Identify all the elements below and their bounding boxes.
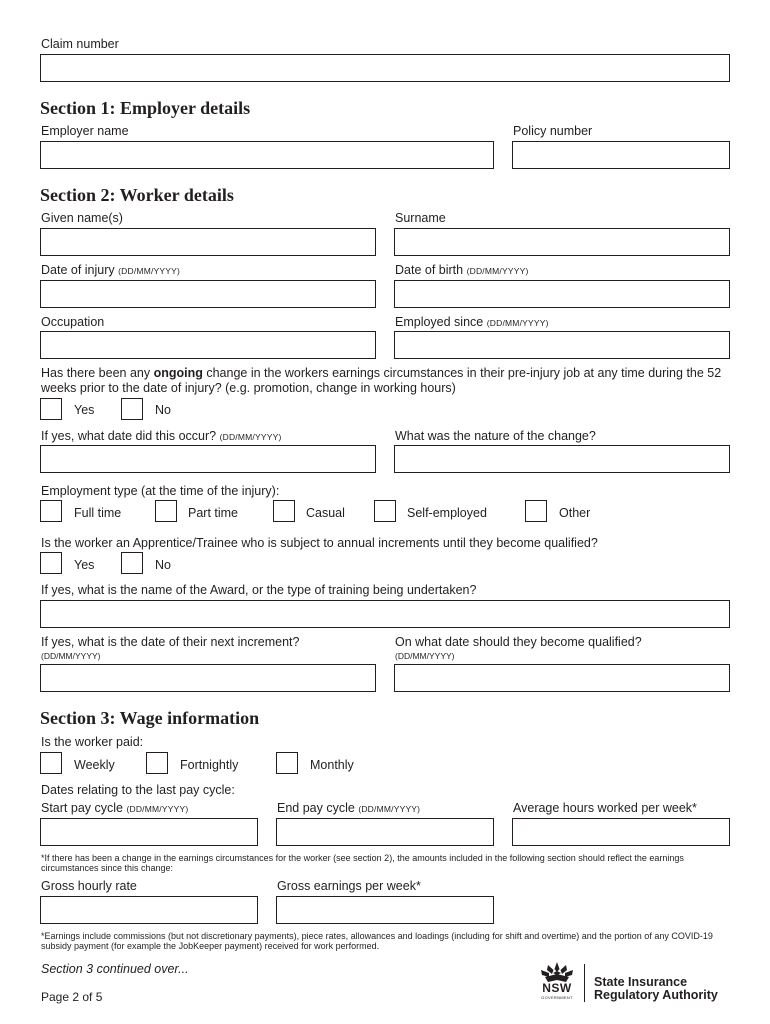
monthly-checkbox[interactable] (276, 752, 298, 774)
date-format-hint: (DD/MM/YYYY) (41, 651, 101, 661)
page-number: Page 2 of 5 (41, 990, 103, 1004)
self-employed-checkbox[interactable] (374, 500, 396, 522)
weekly-checkbox[interactable] (40, 752, 62, 774)
change-yes-checkbox[interactable] (40, 398, 62, 420)
date-of-birth-label: Date of birth (DD/MM/YYYY) (395, 263, 529, 277)
end-pay-cycle-label: End pay cycle (DD/MM/YYYY) (277, 801, 421, 815)
section-1-title: Section 1: Employer details (40, 98, 251, 118)
full-time-label: Full time (74, 506, 122, 520)
gross-weekly-label: Gross earnings per week* (277, 879, 421, 893)
nsw-logo-text: NSW (542, 981, 572, 995)
apprentice-question: Is the worker an Apprentice/Trainee who is subject to annual increments until they become qualified? (41, 536, 598, 550)
logo-divider (584, 964, 585, 1002)
date-of-injury-input[interactable] (40, 280, 376, 308)
monthly-label: Monthly (310, 758, 354, 772)
pay-cycle-dates-label: Dates relating to the last pay cycle: (41, 783, 235, 797)
occupation-input[interactable] (40, 331, 376, 359)
apprentice-no-label: No (155, 558, 171, 572)
section-2-title: Section 2: Worker details (40, 185, 234, 205)
next-increment-input[interactable] (40, 664, 376, 692)
date-format-hint: (DD/MM/YYYY) (126, 804, 189, 814)
award-input[interactable] (40, 600, 730, 628)
gross-hourly-input[interactable] (40, 896, 258, 924)
earnings-change-question: Has there been any ongoing change in the workers earnings circumstances in their pre-injury job at any time during the 52 weeks prior to the date of injury? (e.g. promotion, change in working hours) (41, 366, 722, 395)
fortnightly-label: Fortnightly (180, 758, 239, 772)
claim-number-label: Claim number (41, 37, 119, 51)
end-pay-cycle-input[interactable] (276, 818, 494, 846)
earnings-definition-note: *Earnings include commissions (but not discretionary payments), piece rates, allowances and loadings (including for shift and overtime) and the portion of any COVID-19 subsidy payment (for example the JobKeeper payment) received for work performed. (41, 931, 713, 951)
date-format-hint: (DD/MM/YYYY) (395, 651, 455, 661)
change-no-label: No (155, 403, 171, 417)
employment-type-label: Employment type (at the time of the injury): (41, 484, 280, 498)
change-nature-label: What was the nature of the change? (395, 429, 596, 443)
apprentice-yes-checkbox[interactable] (40, 552, 62, 574)
date-format-hint: (DD/MM/YYYY) (466, 266, 529, 276)
fortnightly-checkbox[interactable] (146, 752, 168, 774)
award-question: If yes, what is the name of the Award, or the type of training being undertaken? (41, 583, 477, 597)
surname-input[interactable] (394, 228, 730, 256)
date-format-hint: (DD/MM/YYYY) (219, 432, 282, 442)
date-format-hint: (DD/MM/YYYY) (486, 318, 549, 328)
section-3-title: Section 3: Wage information (40, 708, 260, 728)
change-no-checkbox[interactable] (121, 398, 143, 420)
other-checkbox[interactable] (525, 500, 547, 522)
change-date-label: If yes, what date did this occur? (DD/MM/YYYY) (41, 429, 282, 443)
change-yes-label: Yes (74, 403, 95, 417)
paid-question: Is the worker paid: (41, 735, 144, 749)
other-label: Other (559, 506, 591, 520)
casual-label: Casual (306, 506, 345, 520)
gross-weekly-input[interactable] (276, 896, 494, 924)
qualified-date-label: On what date should they become qualified? (395, 635, 642, 649)
next-increment-label: If yes, what is the date of their next increment? (41, 635, 300, 649)
start-pay-cycle-label: Start pay cycle (DD/MM/YYYY) (41, 801, 189, 815)
part-time-checkbox[interactable] (155, 500, 177, 522)
claim-number-input[interactable] (40, 54, 730, 82)
employed-since-label: Employed since (DD/MM/YYYY) (395, 315, 549, 329)
gross-hourly-label: Gross hourly rate (41, 879, 137, 893)
surname-label: Surname (395, 211, 446, 225)
start-pay-cycle-input[interactable] (40, 818, 258, 846)
full-time-checkbox[interactable] (40, 500, 62, 522)
change-nature-input[interactable] (394, 445, 730, 473)
given-name-input[interactable] (40, 228, 376, 256)
apprentice-yes-label: Yes (74, 558, 95, 572)
part-time-label: Part time (188, 506, 239, 520)
authority-name-line-1: State Insurance (594, 975, 688, 989)
employer-name-input[interactable] (40, 141, 494, 169)
given-name-label: Given name(s) (41, 211, 123, 225)
date-format-hint: (DD/MM/YYYY) (118, 266, 181, 276)
qualified-date-input[interactable] (394, 664, 730, 692)
authority-name-line-2: Regulatory Authority (594, 988, 718, 1002)
apprentice-no-checkbox[interactable] (121, 552, 143, 574)
policy-number-label: Policy number (513, 124, 593, 138)
occupation-label: Occupation (41, 315, 105, 329)
policy-number-input[interactable] (512, 141, 730, 169)
employer-name-label: Employer name (41, 124, 129, 138)
earnings-change-note: *If there has been a change in the earnings circumstances for the worker (see section 2), the amounts included in the following section should reflect the earnings circumstances since this change: (41, 853, 684, 873)
casual-checkbox[interactable] (273, 500, 295, 522)
change-date-input[interactable] (40, 445, 376, 473)
weekly-label: Weekly (74, 758, 115, 772)
self-employed-label: Self-employed (407, 506, 487, 520)
government-logo-text: GOVERNMENT (541, 995, 573, 1000)
avg-hours-input[interactable] (512, 818, 730, 846)
nsw-government-logo (535, 960, 579, 1002)
date-format-hint: (DD/MM/YYYY) (358, 804, 421, 814)
section-3-continued: Section 3 continued over... (41, 962, 189, 976)
employed-since-input[interactable] (394, 331, 730, 359)
avg-hours-label: Average hours worked per week* (513, 801, 697, 815)
date-of-injury-label: Date of injury (DD/MM/YYYY) (41, 263, 181, 277)
date-of-birth-input[interactable] (394, 280, 730, 308)
